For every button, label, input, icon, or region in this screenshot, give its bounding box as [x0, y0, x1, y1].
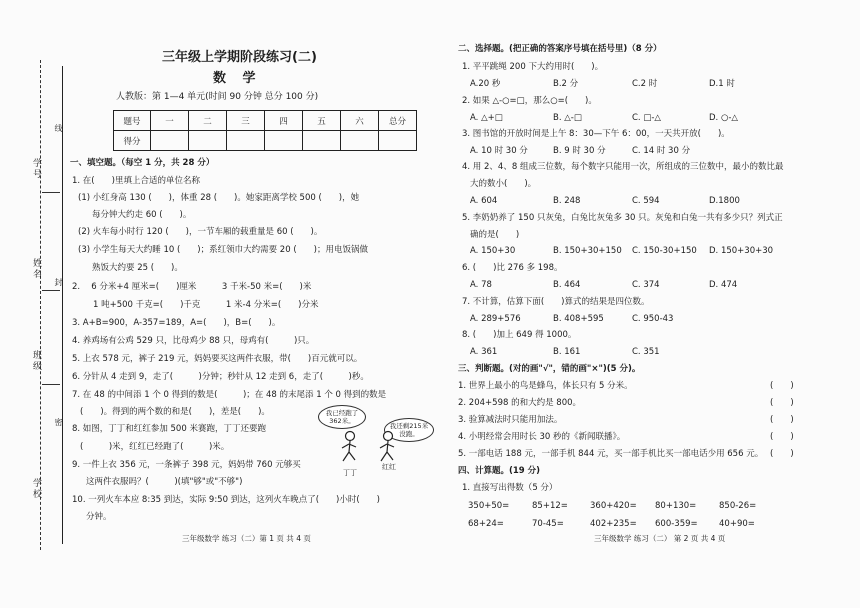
q8b: ( )米，红红已经跑了( )米。 — [80, 442, 230, 452]
q5: 5. 上衣 578 元，裤子 219 元，妈妈要买这两件衣服，带( )百元就可以。 — [72, 354, 363, 364]
r-q8: 8. ( )加上 649 得 1000。 — [462, 330, 577, 340]
r-q5-opt-c: C. 150-30+150 — [632, 246, 697, 256]
section3-title: 三、判断题。(对的画"√"，错的画"×")(5 分)。 — [458, 364, 641, 374]
judge-answer-4[interactable]: ( ) — [770, 432, 794, 442]
r-q4-opt-b: B. 248 — [553, 196, 581, 206]
calc-item: 80+130= — [655, 501, 697, 511]
judge-1: 1. 世界上最小的鸟是蜂鸟，体长只有 5 分米。 — [458, 381, 633, 391]
score-row-label: 得分 — [114, 131, 151, 151]
q4: 4. 养鸡场有公鸡 529 只，比母鸡少 88 只，母鸡有( )只。 — [72, 336, 315, 346]
r-q5-opt-b: B. 150+30+150 — [553, 246, 622, 256]
judge-4: 4. 小明经常会用时长 30 秒的《新闻联播》。 — [458, 432, 626, 442]
score-cell[interactable] — [303, 131, 341, 151]
r-q2: 2. 如果 △-○=□，那么○=( )。 — [462, 96, 597, 106]
q1: 1. 在( )里填上合适的单位名称 — [72, 176, 200, 186]
score-header: 三 — [227, 111, 265, 131]
judge-5: 5. 一部电话 188 元，一部手机 844 元，买一部手机比买一部电话少用 656 元。 — [458, 449, 764, 459]
r-q1-opt-d: D.1 时 — [709, 79, 735, 89]
r-q7: 7. 不计算，估算下面( )算式的结果是四位数。 — [462, 297, 650, 307]
calc-item: 40+90= — [719, 519, 755, 529]
q1-1b: 每分钟大约走 60 ( )。 — [92, 210, 192, 220]
line-mark-2: 封 — [54, 278, 63, 288]
r-q1-opt-a: A.20 秒 — [470, 79, 501, 89]
q1-1: (1) 小红身高 130 ( )，体重 28 ( )。她家距离学校 500 ( )，她 — [78, 193, 360, 203]
page-title: 三年级上学期阶段练习(二) — [162, 50, 317, 65]
r-q6-opt-b: B. 464 — [553, 280, 581, 290]
section4-title: 四、计算题。(19 分) — [458, 466, 541, 476]
q2b: 1 吨+500 千克=( )千克 1 米-4 分米=( )分米 — [93, 300, 319, 310]
r-q1: 1. 平平跳绳 200 下大约用时( )。 — [462, 62, 604, 72]
cut-line — [40, 60, 41, 550]
score-header: 四 — [265, 111, 303, 131]
r-q1-opt-b: B.2 分 — [553, 79, 579, 89]
r-q4-opt-c: C. 594 — [632, 196, 660, 206]
running-kids-illustration — [330, 428, 420, 468]
binding-class: 班级 — [31, 350, 41, 372]
binding-school: 学校 — [31, 478, 41, 500]
speech-bubble-left: 我已经跑了362米。 — [318, 405, 366, 429]
r-q8-opt-b: B. 161 — [553, 347, 581, 357]
score-cell[interactable] — [265, 131, 303, 151]
left-footer: 三年级数学 练习（二）第 1 页 共 4 页 — [182, 534, 311, 543]
score-header-row — [114, 111, 417, 131]
r-q8-opt-c: C. 351 — [632, 347, 660, 357]
r-q1-opt-c: C.2 时 — [632, 79, 658, 89]
q1-3b: 熟饭大约要 25 ( )。 — [92, 263, 183, 273]
q10a: 10. 一列火车本应 8:35 到达，实际 9:50 到达，这列火车晚点了( )小时( ) — [72, 495, 380, 505]
q1-3: (3) 小学生每天大约睡 10 ( )；系红领巾大约需要 20 ( )；用电饭锅做 — [78, 245, 368, 255]
r-q8-opt-a: A. 361 — [470, 347, 498, 357]
calc-item: 360+420= — [590, 501, 637, 511]
right-footer: 三年级数学 练习（二） 第 2 页 共 4 页 — [594, 534, 726, 543]
q3: 3. A+B=900，A-357=189，A=( )，B=( )。 — [72, 318, 281, 328]
r-q4-opt-d: D.1800 — [709, 196, 740, 206]
binding-student-id: 学号 — [31, 158, 41, 180]
score-cell[interactable] — [341, 131, 379, 151]
score-cell[interactable] — [227, 131, 265, 151]
class-blank — [42, 384, 60, 385]
r-q7-opt-c: C. 950-43 — [632, 314, 674, 324]
r-q7-opt-a: A. 289+576 — [470, 314, 521, 324]
r-q5a: 5. 李奶奶养了 150 只灰兔，白兔比灰兔多 30 只。灰兔和白兔一共有多少只？列式正 — [462, 213, 783, 223]
judge-answer-1[interactable]: ( ) — [770, 381, 794, 391]
q7b: ( )。得到的两个数的和是( )，差是( )。 — [80, 407, 270, 417]
calc-item: 850-26= — [719, 501, 757, 511]
speech-bubble-right: 我还剩215米没跑。 — [384, 418, 434, 442]
section1-title: 一、填空题。（每空 1 分，共 28 分） — [70, 158, 215, 168]
r-q2-opt-d: D. ○-△ — [709, 113, 738, 123]
calc-item: 70-45= — [532, 519, 564, 529]
score-header: 一 — [151, 111, 189, 131]
score-cell[interactable] — [189, 131, 227, 151]
score-table — [113, 110, 417, 151]
r-q3-opt-c: C. 14 时 30 分 — [632, 146, 691, 156]
calc-item: 85+12= — [532, 501, 568, 511]
kid-label-left: 丁丁 — [343, 469, 357, 477]
r-q3-opt-a: A. 10 时 30 分 — [470, 146, 528, 156]
subtitle: 人教版：第 1—4 单元(时间 90 分钟 总分 100 分) — [116, 92, 319, 102]
runner-honghong-icon — [380, 432, 394, 462]
judge-3: 3. 验算减法时只能用加法。 — [458, 415, 563, 425]
calc-item: 402+235= — [590, 519, 637, 529]
q9b: 这两件衣服吗？( )(填"够"或"不够") — [86, 477, 243, 487]
line-mark-1: 线 — [54, 124, 63, 134]
q8a: 8. 如图，丁丁和红红参加 500 米赛跑，丁丁还要跑 — [72, 424, 266, 434]
r-q5-opt-a: A. 150+30 — [470, 246, 516, 256]
q7a: 7. 在 48 的中间添 1 个 0 得到的数是( )；在 48 的末尾添 1 个 0 得到的数是 — [72, 390, 387, 400]
calc-subtitle: 1. 直接写出得数（5 分） — [462, 483, 558, 493]
subject-title: 数 学 — [213, 71, 262, 86]
r-q6-opt-d: D. 474 — [709, 280, 738, 290]
r-q5b: 确的是( ) — [470, 230, 520, 240]
binding-line — [62, 66, 63, 544]
line-mark-3: 密 — [54, 418, 63, 428]
score-header: 六 — [341, 111, 379, 131]
calc-item: 600-359= — [655, 519, 698, 529]
q1-2: (2) 火车每小时行 120 ( )，一节车厢的载重量是 60 ( )。 — [78, 227, 323, 237]
calc-item: 350+50= — [468, 501, 510, 511]
runner-dingding-icon — [342, 432, 356, 462]
name-blank — [42, 290, 60, 291]
r-q4-opt-a: A. 604 — [470, 196, 498, 206]
student-id-blank — [42, 192, 60, 193]
q10b: 分钟。 — [86, 512, 112, 522]
r-q3-opt-b: B. 9 时 30 分 — [553, 146, 606, 156]
calc-item: 68+24= — [468, 519, 504, 529]
r-q6-opt-c: C. 374 — [632, 280, 660, 290]
score-cell[interactable] — [379, 131, 417, 151]
binding-name: 姓名 — [31, 258, 41, 280]
score-value-row — [114, 131, 417, 151]
kid-label-right: 红红 — [382, 463, 396, 471]
r-q7-opt-b: B. 408+595 — [553, 314, 604, 324]
q2a: 2. 6 分米+4 厘米=( )厘米 3 千米-50 米=( )米 — [72, 282, 312, 292]
score-cell[interactable] — [151, 131, 189, 151]
r-q6-opt-a: A. 78 — [470, 280, 492, 290]
r-q6: 6. ( )比 276 多 198。 — [462, 263, 563, 273]
r-q5-opt-d: D. 150+30+30 — [709, 246, 774, 256]
r-q2-opt-c: C. □-△ — [632, 113, 661, 123]
q9a: 9. 一件上衣 356 元，一条裤子 398 元，妈妈带 760 元够买 — [72, 460, 301, 470]
q6: 6. 分针从 4 走到 9，走了( )分钟；秒针从 12 走到 6，走了( )秒。 — [72, 372, 369, 382]
section2-title: 二、选择题。(把正确的答案序号填在括号里)（8 分） — [458, 44, 662, 54]
r-q4a: 4. 用 2、4、8 组成三位数，每个数字只能用一次，所组成的三位数中，最小的数比最 — [462, 162, 784, 172]
r-q3: 3. 图书馆的开放时间是上午 8：30—下午 6：00，一天共开放( )。 — [462, 129, 730, 139]
judge-answer-2[interactable]: ( ) — [770, 398, 794, 408]
r-q4b: 大的数小( )。 — [470, 179, 537, 189]
score-header: 五 — [303, 111, 341, 131]
judge-2: 2. 204+598 的和大约是 800。 — [458, 398, 582, 408]
score-header: 题号 — [114, 111, 151, 131]
judge-answer-3[interactable]: ( ) — [770, 415, 794, 425]
r-q2-opt-b: B. △-□ — [553, 113, 582, 123]
score-header: 二 — [189, 111, 227, 131]
score-header: 总分 — [379, 111, 417, 131]
judge-answer-5[interactable]: ( ) — [770, 449, 794, 459]
r-q2-opt-a: A. △+□ — [470, 113, 503, 123]
